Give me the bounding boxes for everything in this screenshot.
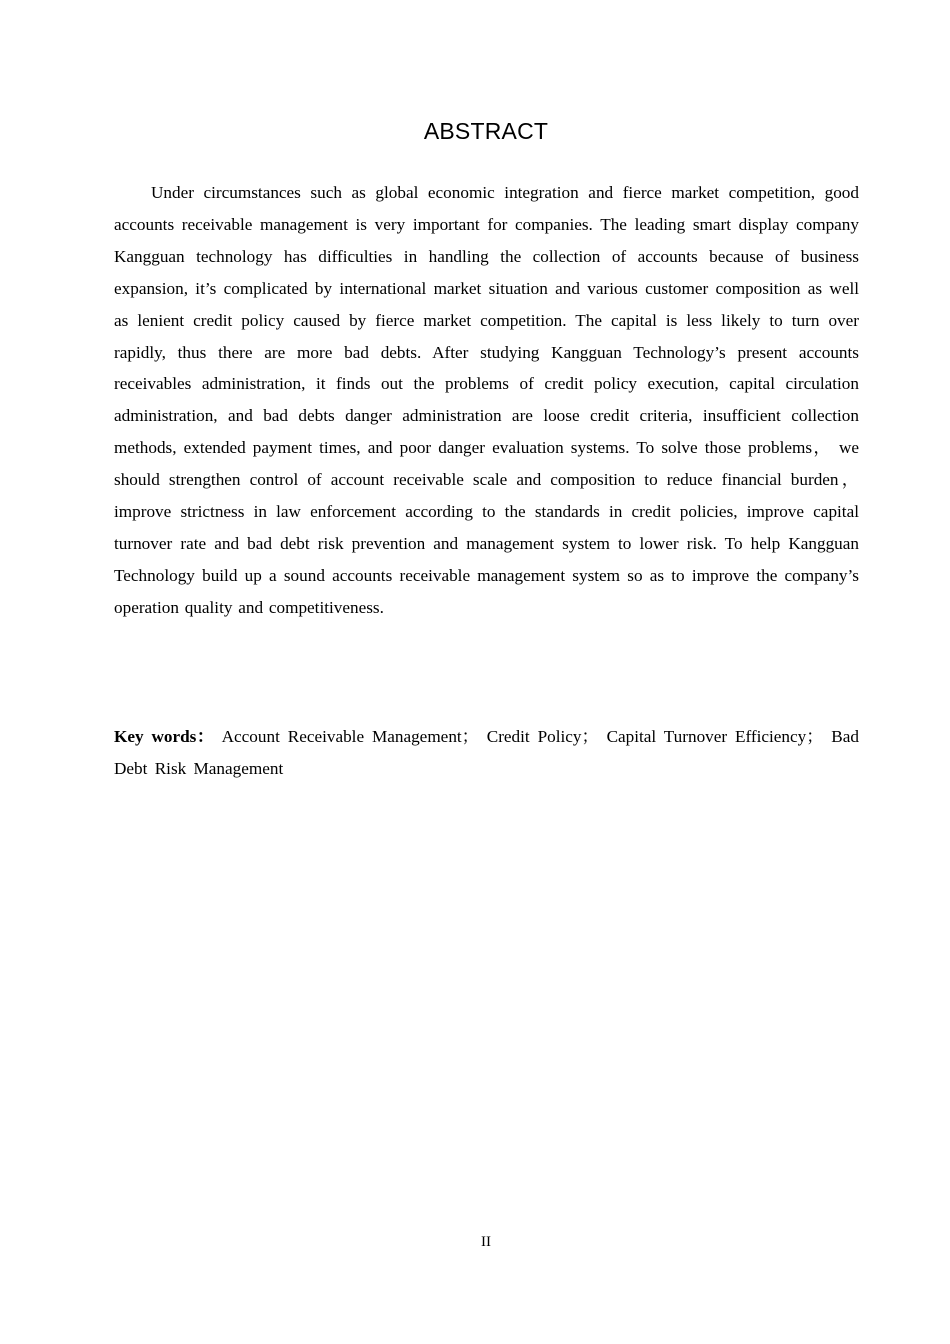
page-number: II — [481, 1234, 491, 1250]
abstract-body: Under circumstances such as global economic integration and fierce market competition, good accounts receivable management is very important for companies. The leading smart display company Kangguan technology has difficulties in handling the collection of accounts because of business expansion, it’s complicated by international market situation and various customer composition as well as lenient credit policy caused by fierce market competition. The capital is less likely to turn over rapidly, thus there are more bad debts. After studying Kangguan Technology’s present accounts receivables administration, it finds out the problems of credit policy execution, capital circulation administration, and bad debts danger administration are loose credit criteria, insufficient collection methods, extended payment times, and poor danger evaluation systems. To solve those problems， we should strengthen control of account receivable scale and composition to reduce financial burden，improve strictness in law enforcement according to the standards in credit policies, improve capital turnover rate and bad debt risk prevention and management system to lower risk. To help Kangguan Technology build up a sound accounts receivable management system so as to improve the company’s operation quality and competitiveness. — [114, 183, 859, 617]
abstract-title: ABSTRACT — [423, 118, 549, 144]
keywords-label: Key words： — [114, 727, 215, 746]
keywords-list: Account Receivable Management； Credit Policy； Capital Turnover Efficiency； Bad Debt Risk Management — [114, 727, 859, 778]
keywords-paragraph — [114, 721, 859, 785]
